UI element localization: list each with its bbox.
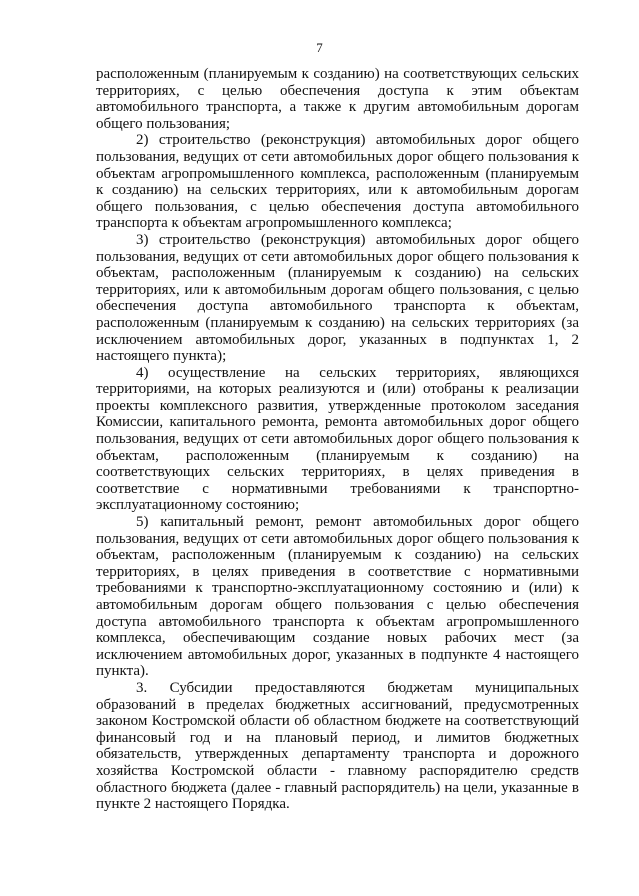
document-body [96,66,579,813]
paragraph-item-2: 2) строительство (реконструкция) автомобильных дорог общего пользования, ведущих от сети автомобильных дорог общего пользования к объектам агропромышленного комплекса, расположенным (планируемым к созданию) на сельских территориях, или к автомобильным дорогам общего пользования, с целью обеспечения доступа автомобильного транспорта к объектам агропромышленного комплекса; [96,132,579,232]
paragraph-item-4: 4) осуществление на сельских территориях, являющихся территориями, на которых реализуются и (или) отобраны к реализации проекты комплексного развития, утвержденные протоколом заседания Комиссии, капитального ремонта, ремонта автомобильных дорог общего пользования, ведущих от сети автомобильных дорог общего пользования к объектам, расположенным (планируемым к созданию) на соответствующих сельских территориях, в целях приведения в соответствие с нормативными требованиями к транспортно-эксплуатационному состоянию; [96,364,579,514]
paragraph-item-5: 5) капитальный ремонт, ремонт автомобильных дорог общего пользования, ведущих от сети автомобильных дорог общего пользования к объектам, расположенным (планируемым к созданию) на сельских территориях, в целях приведения в соответствие с нормативными требованиями к транспортно-эксплуатационному состоянию и (или) к автомобильным дорогам общего пользования с целью обеспечения доступа автомобильного транспорта к объектам агропромышленного комплекса, обеспечивающим создание новых рабочих мест (за исключением автомобильных дорог, указанных в подпункте 4 настоящего пункта). [96,514,579,680]
paragraph-item-3: 3) строительство (реконструкция) автомобильных дорог общего пользования, ведущих от сети автомобильных дорог общего пользования к объектам, расположенным (планируемым к созданию) на сельских территориях, или к автомобильным дорогам общего пользования, с целью обеспечения доступа автомобильного транспорта к объектам, расположенным (планируемым к созданию) на сельских территориях (за исключением автомобильных дорог, указанных в подпунктах 1, 2 настоящего пункта); [96,231,579,365]
paragraph-section-3: 3. Субсидии предоставляются бюджетам муниципальных образований в пределах бюджетных ассигнований, предусмотренных законом Костромской области об областном бюджете на соответствующий финансовый год и на плановый период, и лимитов бюджетных обязательств, утвержденных департаменту транспорта и дорожного хозяйства Костромской области - главному распорядителю средств областного бюджета (далее - главный распорядитель) на цели, указанные в пункте 2 настоящего Порядка. [96,679,579,813]
page-number: 7 [316,40,323,55]
paragraph-continuation: расположенным (планируемым к созданию) на соответствующих сельских территориях, с целью обеспечения доступа к этим объектам автомобильного транспорта, а также к другим автомобильным дорогам общего пользования; [96,66,579,132]
